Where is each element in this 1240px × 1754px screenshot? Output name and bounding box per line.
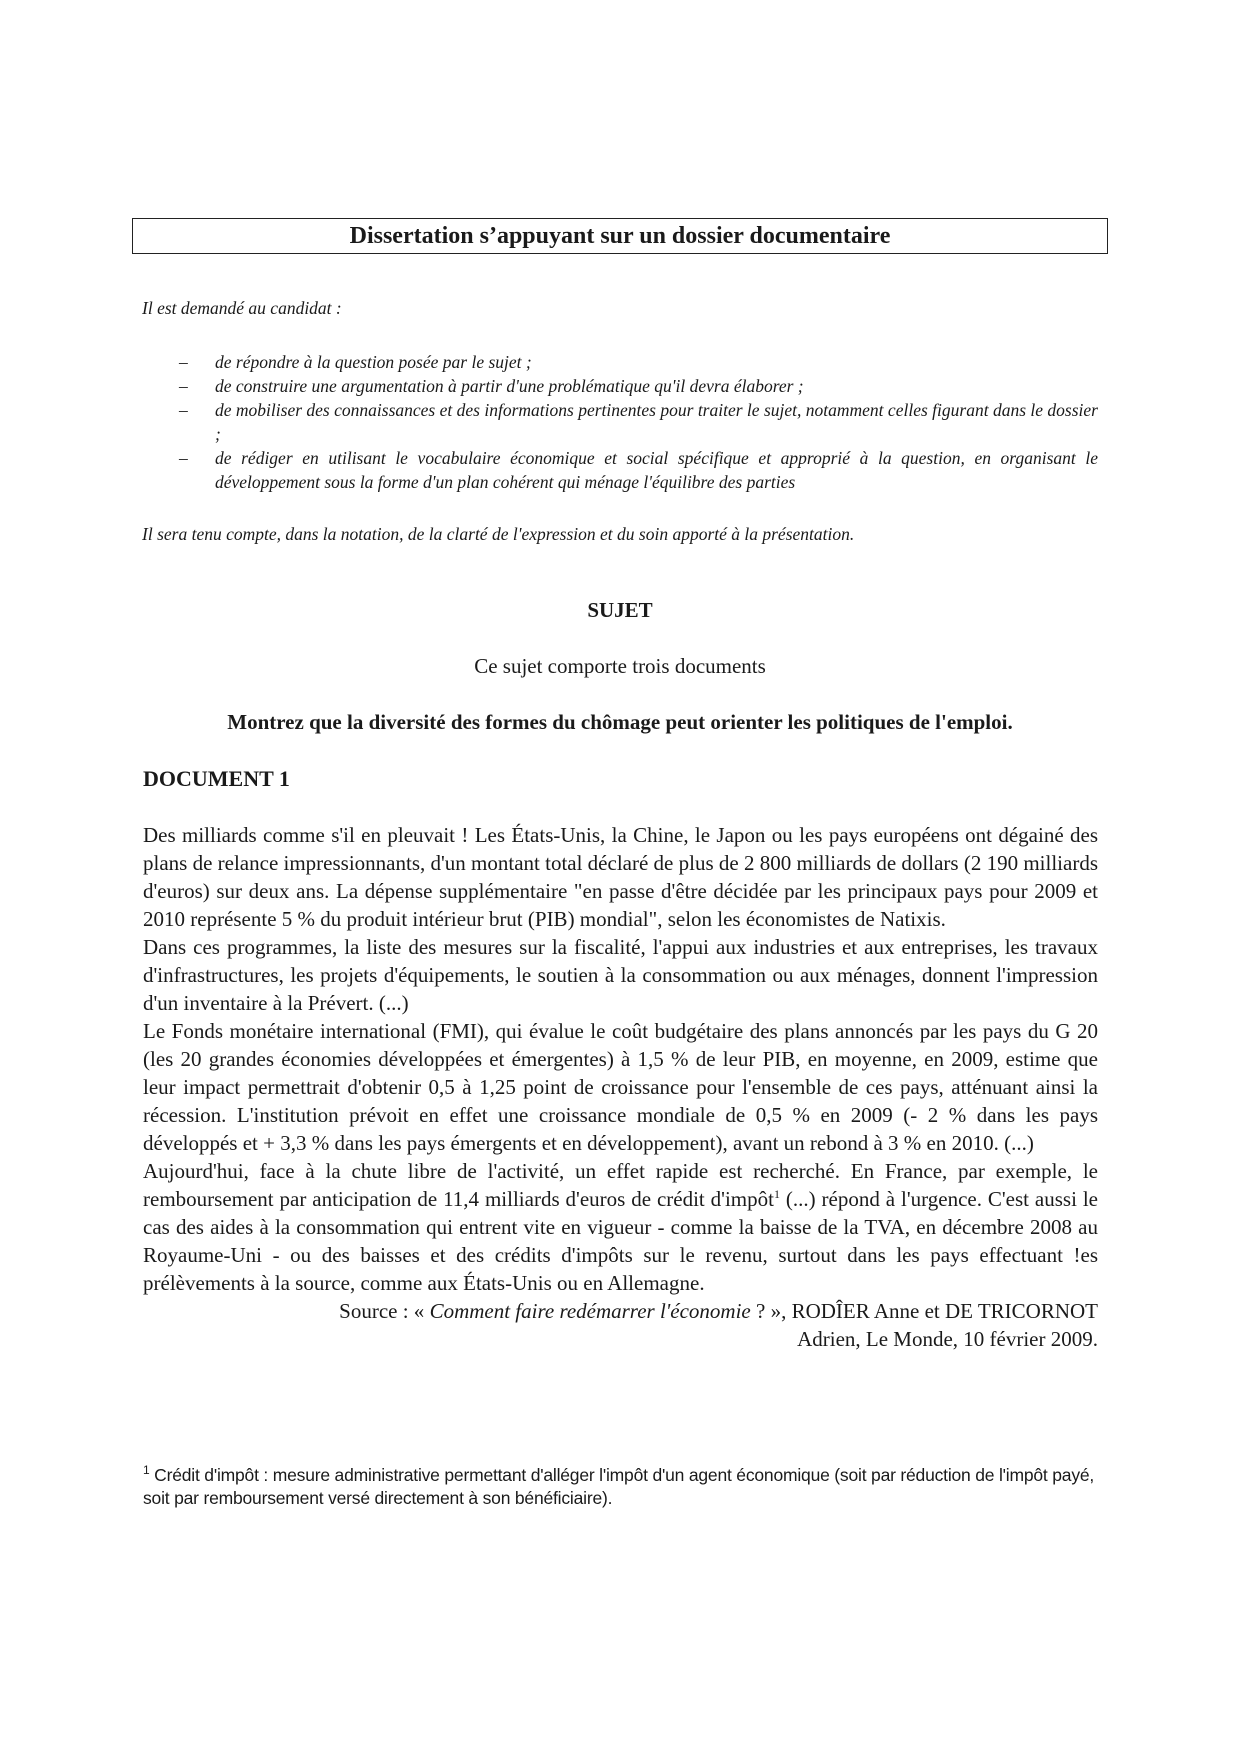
dash-bullet: –: [179, 376, 188, 396]
sujet-heading: SUJET: [587, 598, 653, 622]
document-body: [143, 821, 1098, 1353]
dash-bullet: –: [179, 352, 188, 372]
document-heading: DOCUMENT 1: [143, 766, 290, 791]
document-paragraph: Le Fonds monétaire international (FMI), qui évalue le coût budgétaire des plans annoncés par les pays du G 20 (les 20 grandes économies développées et émergentes) à 1,5 % de leur PIB, en moyenne, en 2009, estime que leur impact permettrait d'obtenir 0,5 à 1,25 point de croissance pour l'ensemble de ces pays, atténuant ainsi la récession. L'institution prévoit en effet une croissance mondiale de 0,5 % en 2009 (- 2 % dans les pays développés et + 3,3 % dans les pays émergents et en développement), avant un rebond à 3 % en 2010. (...): [143, 1019, 1098, 1155]
page-title-box: [132, 218, 1108, 254]
document-paragraph: Dans ces programmes, la liste des mesures sur la fiscalité, l'appui aux industries et aux entreprises, les travaux d'infrastructures, les projets d'équipements, le soutien à la consommation ou aux ménages, donnent l'impression d'un inventaire à la Prévert. (...): [143, 935, 1098, 1015]
instructions-closing: Il sera tenu compte, dans la notation, de la clarté de l'expression et du soin apporté à la présentation.: [142, 524, 855, 544]
sujet-subheading: Ce sujet comporte trois documents: [474, 654, 766, 678]
footnote-reference: 1: [773, 1187, 780, 1201]
footnote-mark: 1: [143, 1463, 150, 1478]
document-source: [143, 1297, 1098, 1353]
instructions-intro: Il est demandé au candidat :: [142, 298, 342, 318]
instruction-item: [142, 446, 1098, 494]
instructions-block: [142, 296, 1098, 546]
instruction-text: de rédiger en utilisant le vocabulaire économique et social spécifique et approprié à la question, en organisant le développement sous la forme d'un plan cohérent qui ménage l'équilibre des parties: [215, 448, 1098, 492]
instruction-text: de mobiliser des connaissances et des informations pertinentes pour traiter le sujet, notamment celles figurant dans le dossier ;: [215, 400, 1098, 444]
source-line-1: [143, 1297, 1098, 1325]
instruction-text: de construire une argumentation à partir d'une problématique qu'il devra élaborer ;: [215, 376, 804, 396]
document-paragraph: Des milliards comme s'il en pleuvait ! Les États-Unis, la Chine, le Japon ou les pays européens ont dégainé des plans de relance impressionnants, d'un montant total déclaré de plus de 2 800 milliards de dollars (2 190 milliards d'euros) sur deux ans. La dépense supplémentaire "en passe d'être décidée par les principaux pays pour 2009 et 2010 représente 5 % du produit intérieur brut (PIB) mondial", selon les économistes de Natixis.: [143, 823, 1098, 931]
source-line-2: Adrien, Le Monde, 10 février 2009.: [797, 1327, 1098, 1351]
document-paragraph: [143, 1157, 1098, 1297]
source-title: Comment faire redémarrer l'économie: [429, 1299, 751, 1323]
instruction-item: [142, 350, 1098, 374]
footnote-text: Crédit d'impôt : mesure administrative permettant d'alléger l'impôt d'un agent économique (soit par réduction de l'impôt payé, soit par remboursement versé directement à son bénéficiaire).: [143, 1465, 1095, 1508]
sujet-question: Montrez que la diversité des formes du chômage peut orienter les politiques de l'emploi.: [227, 710, 1013, 734]
source-suffix: ? », RODÎER Anne et DE TRICORNOT: [750, 1299, 1098, 1323]
instruction-text: de répondre à la question posée par le sujet ;: [215, 352, 532, 372]
footnote: [143, 1464, 1098, 1510]
dash-bullet: –: [179, 400, 188, 420]
dash-bullet: –: [179, 448, 188, 468]
page-title: Dissertation s’appuyant sur un dossier documentaire: [349, 222, 891, 249]
paragraph-text: (...) répond à l'urgence. C'est aussi le cas des aides à la consommation qui entrent vite en vigueur - comme la baisse de la TVA, en décembre 2008 au Royaume-Uni - ou des baisses et des crédits d'impôts sur le revenu, surtout dans les pays effectuant !es prélèvements à la source, comme aux États-Unis ou en Allemagne.: [143, 1187, 1098, 1295]
instruction-item: [142, 398, 1098, 446]
source-prefix: Source : «: [339, 1299, 430, 1323]
instructions-list: [142, 350, 1098, 494]
instruction-item: [142, 374, 1098, 398]
paragraph-text: Aujourd'hui, face à la chute libre de l'activité, un effet rapide est recherché. En France, par exemple, le remboursement par anticipation de 11,4 milliards d'euros de crédit d'impôt: [143, 1159, 1098, 1211]
